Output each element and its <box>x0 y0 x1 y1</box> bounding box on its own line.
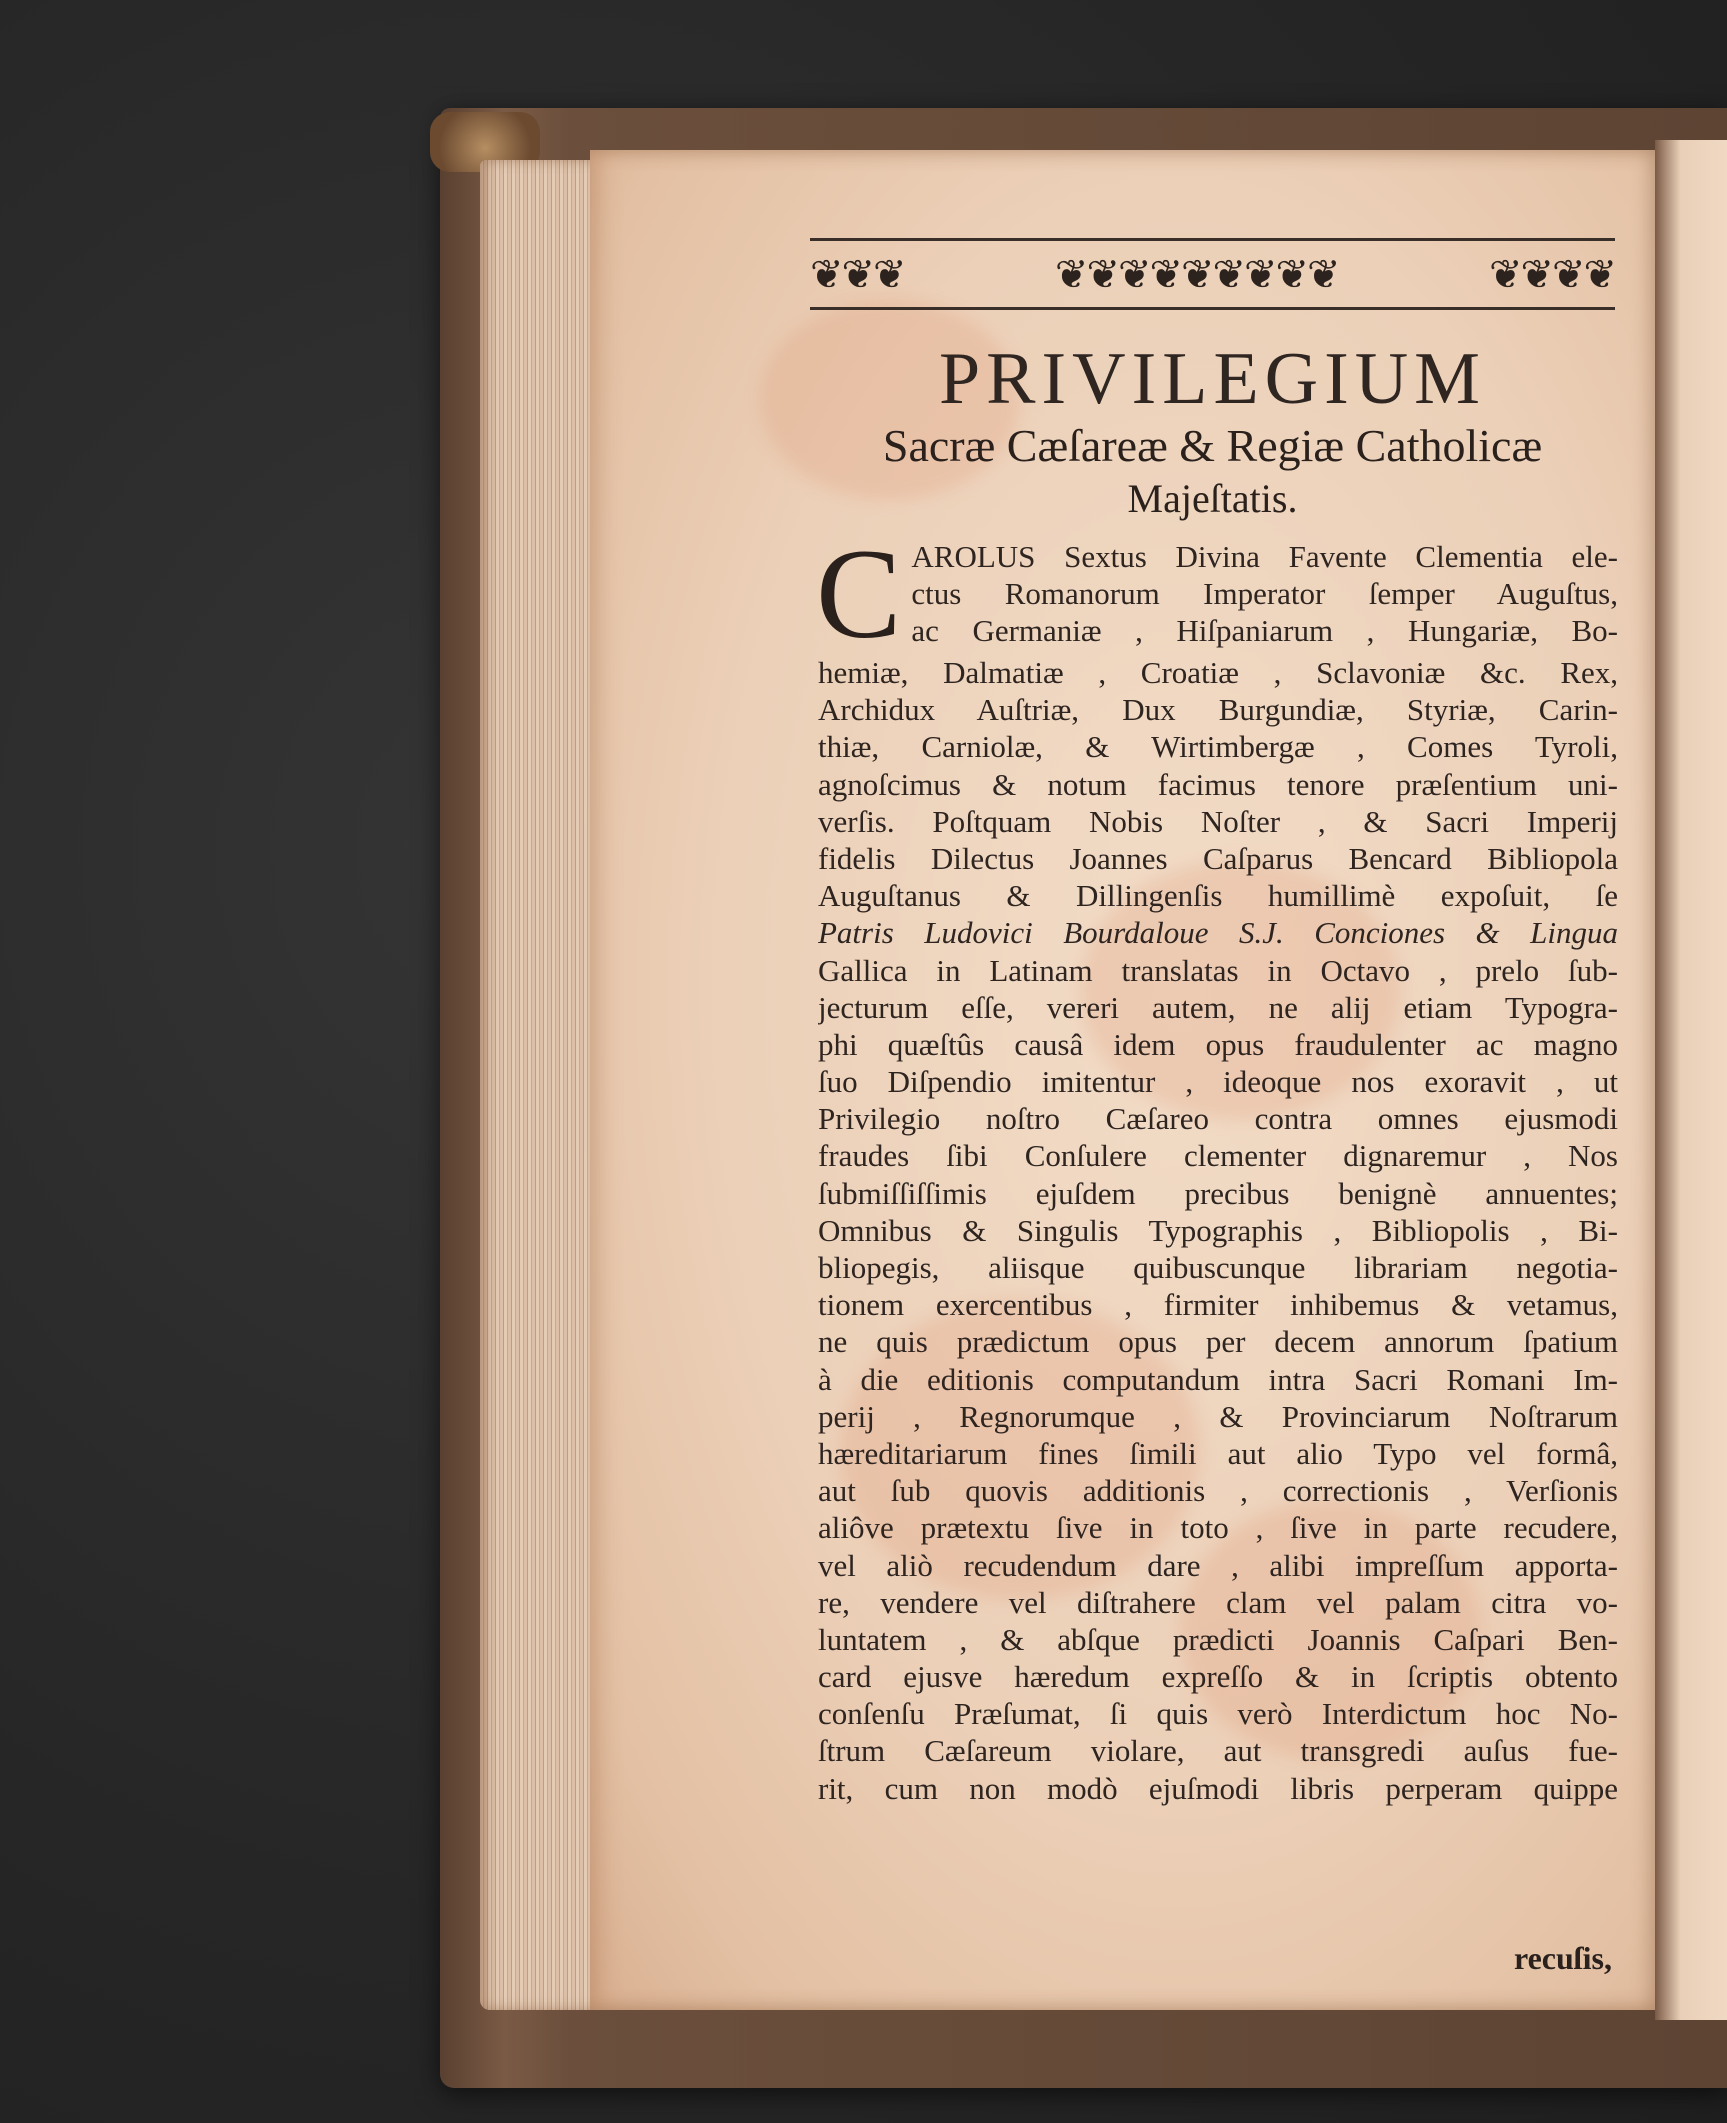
text-line: bliopegis, aliisque quibuscunque librariam negotia- <box>818 1250 1618 1285</box>
text-line: Auguſtanus & Dillingenſis humillimè expoſuit, ſe <box>818 878 1618 914</box>
page-subtitle: Sacræ Cæſareæ & Regiæ Catholicæ <box>882 420 1543 471</box>
text-line: verſis. Poſtquam Nobis Noſter , & Sacri Imperij <box>818 803 1618 839</box>
text-line: hæreditariarum fines ſimili aut alio Typo vel formâ, <box>818 1435 1618 1471</box>
page-gutter <box>1655 140 1727 2020</box>
text-line: fidelis Dilectus Joannes Caſparus Bencard Bibliopola <box>818 840 1618 876</box>
text-line: Omnibus & Singulis Typographis , Bibliopolis , Bi- <box>818 1212 1618 1248</box>
text-line: Privilegio noſtro Cæſareo contra omnes ejusmodi <box>818 1101 1618 1137</box>
text-line: Archidux Auſtriæ, Dux Burgundiæ, Styriæ, Carin- <box>818 692 1618 728</box>
text-line: rit, cum non modò ejuſmodi libris perperam quippe <box>818 1770 1618 1806</box>
decorative-headpiece: ❦❦❦ ❦❦❦❦❦❦❦❦❦ ❦❦❦❦ <box>810 238 1615 310</box>
catchword: recuſis, <box>1513 1940 1612 1976</box>
text-line: agnoſcimus & notum facimus tenore præſentium uni- <box>818 766 1618 802</box>
page-subtitle-line2: Majeſtatis. <box>1127 476 1298 521</box>
text-line: tionem exercentibus , firmiter inhibemus & vetamus, <box>818 1287 1618 1323</box>
text-line: aliôve prætextu ſive in toto , ſive in parte recudere, <box>818 1510 1618 1546</box>
text-line: thiæ, Carniolæ, & Wirtimbergæ , Comes Tyroli, <box>818 729 1618 765</box>
text-line: jecturum eſſe, vereri autem, ne alij etiam Typogra- <box>818 989 1618 1025</box>
text-line: Gallica in Latinam translatas in Octavo , prelo ſub- <box>818 952 1618 988</box>
text-line: Patris Ludovici Bourdaloue S.J. Conciones & Lingua <box>818 915 1618 951</box>
text-line: ne quis prædictum opus per decem annorum ſpatium <box>818 1324 1618 1360</box>
text-line: ac Germaniæ , Hiſpaniarum , Hungariæ, Bo- <box>911 613 1618 649</box>
text-line: re, vendere vel diſtrahere clam vel palam citra vo- <box>818 1584 1618 1620</box>
text-line: phi quæſtûs causâ idem opus fraudulenter ac magno <box>818 1026 1618 1062</box>
text-line: ſubmiſſiſſimis ejuſdem precibus benignè annuentes; <box>818 1175 1618 1211</box>
text-line: hemiæ, Dalmatiæ , Croatiæ , Sclavoniæ &c. Rex, <box>818 655 1618 690</box>
page-title: PRIVILEGIUM <box>939 338 1486 420</box>
text-line: ſtrum Cæſareum violare, aut transgredi auſus fue- <box>818 1733 1618 1769</box>
text-line: luntatem , & abſque prædicti Joannis Caſpari Ben- <box>818 1621 1618 1657</box>
text-line: perij , Regnorumque , & Provinciarum Noſtrarum <box>818 1398 1618 1434</box>
text-line: ſuo Diſpendio imitentur , ideoque nos exoravit , ut <box>818 1064 1618 1100</box>
text-line: aut ſub quovis additionis , correctionis , Verſionis <box>818 1473 1618 1509</box>
privilege-text <box>816 523 1618 1807</box>
text-line: conſenſu Præſumat, ſi quis verò Interdictum hoc No- <box>818 1696 1618 1732</box>
text-line: ctus Romanorum Imperator ſemper Auguſtus, <box>911 576 1618 612</box>
text-line: vel aliò recudendum dare , alibi impreſſum apporta- <box>818 1547 1618 1583</box>
text-line: fraudes ſibi Conſulere clementer dignaremur , Nos <box>818 1138 1618 1174</box>
text-line: à die editionis computandum intra Sacri Romani Im- <box>818 1361 1618 1397</box>
page-edges <box>480 160 600 2010</box>
drop-cap: C <box>816 523 902 665</box>
text-line: AROLUS Sextus Divina Favente Clementia ele- <box>911 539 1618 574</box>
text-line: card ejusve hæredum expreſſo & in ſcriptis obtento <box>818 1659 1618 1695</box>
